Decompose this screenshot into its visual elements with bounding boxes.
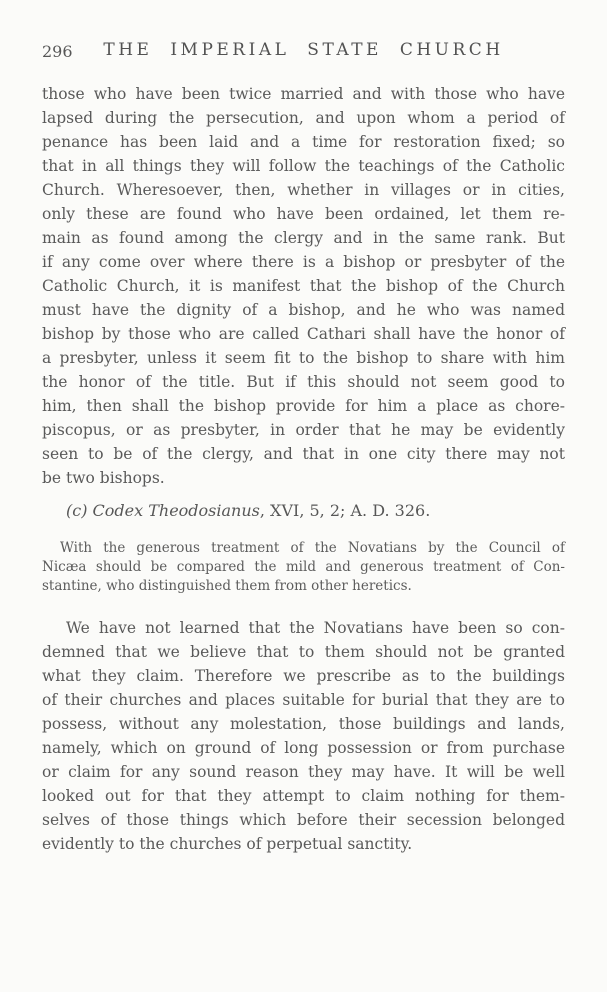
text-line: possess, without any molestation, those buildings and lands, — [42, 715, 565, 733]
text-line: namely, which on ground of long possession or from purchase — [42, 739, 565, 757]
text-line: must have the dignity of a bishop, and he who was named — [42, 301, 565, 319]
text-line: bishop by those who are called Cathari shall have the honor of — [42, 325, 565, 343]
text-line: be two bishops. — [42, 469, 165, 487]
text-line: looked out for that they attempt to claim nothing for them- — [42, 787, 565, 805]
text-line: evidently to the churches of perpetual sanctity. — [42, 835, 413, 853]
text-line: seen to be of the clergy, and that in one city there may not — [42, 445, 565, 463]
text-line: main as found among the clergy and in the same rank. But — [42, 229, 565, 247]
text-line: what they claim. Therefore we prescribe as to the buildings — [42, 667, 565, 685]
text-line: Nicæa should be compared the mild and generous treatment of Con- — [42, 559, 565, 575]
text-line: demned that we believe that to them should not be granted — [42, 643, 565, 661]
text-line: or claim for any sound reason they may have. It will be well — [42, 763, 565, 781]
citation-reference: , XVI, 5, 2; A. D. 326. — [259, 501, 431, 520]
text-line: piscopus, or as presbyter, in order that he may be evidently — [42, 421, 565, 439]
page-title: THE IMPERIAL STATE CHURCH — [103, 40, 504, 60]
text-line: With the generous treatment of the Novatians by the Council of — [60, 540, 565, 556]
small-print-note — [42, 539, 565, 596]
text-line: if any come over where there is a bishop or presbyter of the — [42, 253, 565, 271]
running-header — [42, 40, 565, 64]
page-number: 296 — [42, 42, 73, 61]
text-line: Catholic Church, it is manifest that the bishop of the Church — [42, 277, 565, 295]
body-paragraph — [42, 616, 565, 856]
text-line: lapsed during the persecution, and upon whom a period of — [42, 109, 565, 127]
text-line: We have not learned that the Novatians have been so con- — [66, 619, 565, 637]
text-line: stantine, who distinguished them from other heretics. — [42, 578, 412, 594]
text-line: of their churches and places suitable for burial that they are to — [42, 691, 565, 709]
citation-line — [42, 499, 565, 523]
text-line: penance has been laid and a time for restoration fixed; so — [42, 133, 565, 151]
text-line: those who have been twice married and with those who have — [42, 85, 565, 103]
text-line: only these are found who have been ordained, let them re- — [42, 205, 565, 223]
citation-work-title: (c) Codex Theodosianus — [66, 501, 260, 520]
text-line: him, then shall the bishop provide for him a place as chore- — [42, 397, 565, 415]
text-line: selves of those things which before their secession belonged — [42, 811, 565, 829]
body-paragraph-continued — [42, 82, 565, 490]
text-line: the honor of the title. But if this should not seem good to — [42, 373, 565, 391]
text-line: Church. Wheresoever, then, whether in villages or in cities, — [42, 181, 565, 199]
text-line: a presbyter, unless it seem fit to the bishop to share with him — [42, 349, 565, 367]
text-line: that in all things they will follow the teachings of the Catholic — [42, 157, 565, 175]
